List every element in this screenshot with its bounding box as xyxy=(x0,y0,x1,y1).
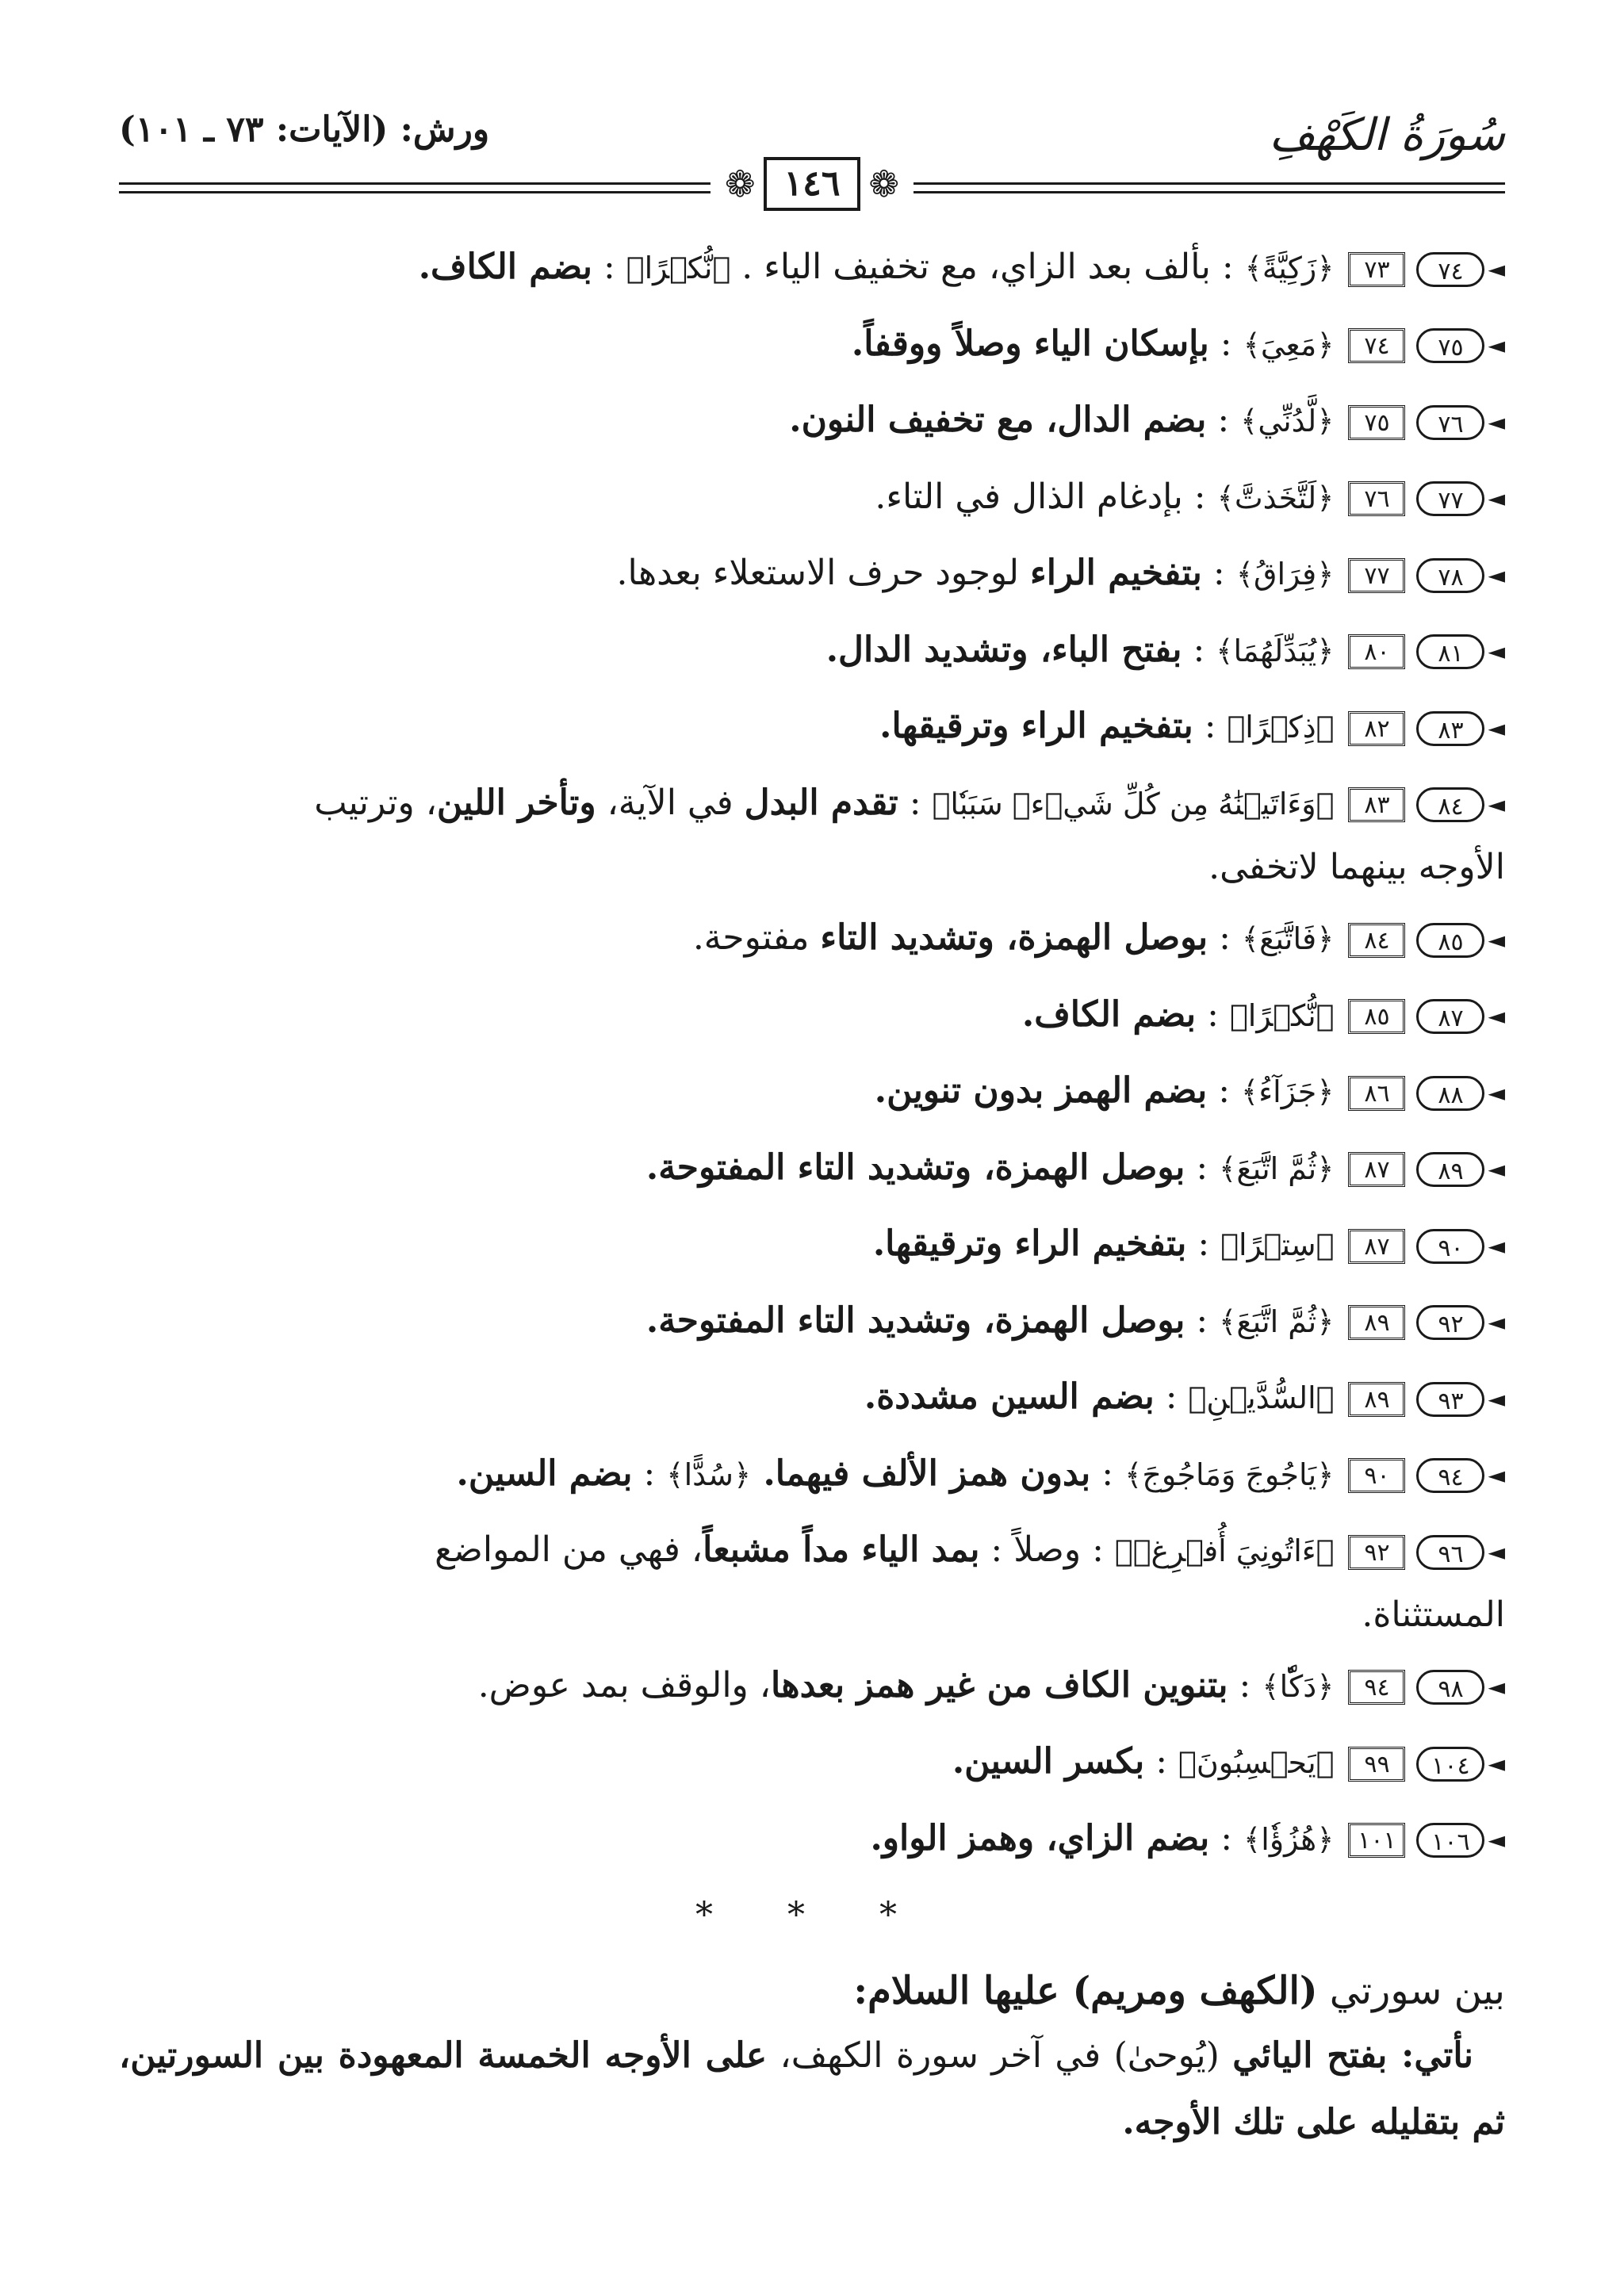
quran-word: ﴿ثُمَّ اتَّبَعَ﴾ xyxy=(1219,1150,1335,1186)
ayah-marker xyxy=(1416,1132,1505,1207)
text: : xyxy=(1201,553,1236,593)
ornament-icon: ❁ xyxy=(868,163,899,205)
pointer-icon: ◄ xyxy=(1488,791,1505,817)
text: : xyxy=(632,1453,667,1494)
bold-text: بضم الكاف. xyxy=(418,247,592,287)
text: : xyxy=(1208,323,1243,364)
quran-word: ﴿يَحۡسِبُونَ﴾ xyxy=(1178,1745,1335,1780)
hafs-ayah-number: ٨٤ xyxy=(1348,923,1405,958)
entry-row xyxy=(119,536,1505,613)
ayah-marker xyxy=(1416,1285,1505,1360)
bold-text: بضم الهمز بدون تنوين. xyxy=(874,1070,1208,1111)
warsh-ayah-number: ٧٨ xyxy=(1416,558,1484,593)
quran-word: ﴿يُبَدِّلَهُمَا﴾ xyxy=(1216,633,1335,668)
warsh-ayah-number: ٧٥ xyxy=(1416,328,1484,363)
text: مفتوحة. xyxy=(692,917,821,958)
entry-row xyxy=(119,1131,1505,1208)
quran-word: ﴿جَزَآءُ﴾ xyxy=(1241,1074,1335,1109)
quran-word: ﴿ثُمَّ اتَّبَعَ﴾ xyxy=(1219,1303,1335,1339)
quran-word: ﴿زَكِيَّةً﴾ xyxy=(1244,251,1335,285)
warsh-ayah-number: ٨١ xyxy=(1416,634,1484,669)
hafs-ayah-number: ٨٧ xyxy=(1348,1229,1405,1264)
entry-row xyxy=(119,1054,1505,1131)
text: : xyxy=(1228,1664,1262,1705)
entry-row xyxy=(119,230,1505,307)
hafs-ayah-number: ٩٢ xyxy=(1348,1535,1405,1570)
quran-word: ﴿السُّدَّيۡنِ﴾ xyxy=(1188,1380,1335,1415)
ayah-marker xyxy=(1416,1209,1505,1284)
hafs-ayah-number: ٨٢ xyxy=(1348,711,1405,746)
warsh-ayah-number: ٩٦ xyxy=(1416,1535,1484,1570)
entry-row xyxy=(119,383,1505,460)
quran-word: ﴿نُّكۡرًا﴾ xyxy=(1229,997,1335,1033)
warsh-ayah-number: ٨٤ xyxy=(1416,787,1484,822)
bold-text: نأتي: بفتح اليائي xyxy=(1232,2035,1473,2076)
text: : xyxy=(1144,1741,1179,1782)
ayah-marker xyxy=(1416,903,1505,978)
ayah-marker xyxy=(1416,691,1505,766)
bold-text: على الأوجه الخمسة المعهودة بين السورتين، ثم بتقليله على تلك الأوجه. xyxy=(119,2035,1505,2142)
warsh-ayah-number: ٧٧ xyxy=(1416,481,1484,516)
separator-stars: * * * xyxy=(695,1895,929,1935)
hafs-ayah-number: ٨٠ xyxy=(1348,634,1405,669)
hafs-ayah-number: ٨٩ xyxy=(1348,1305,1405,1340)
pointer-icon: ◄ xyxy=(1488,1156,1505,1182)
bold-text: بضم الزاي، وهمز الواو. xyxy=(870,1817,1210,1859)
text: : xyxy=(592,247,626,287)
text: ، وترتيب xyxy=(314,782,437,823)
quran-word: ﴿فِرَاقُ﴾ xyxy=(1235,557,1335,591)
ayah-marker xyxy=(1416,1650,1505,1725)
bold-text: بتفخيم الراء وترقيقها. xyxy=(879,706,1193,746)
entry-row xyxy=(119,307,1505,384)
text: : بألف بعد الزاي، مع تخفيف الياء . xyxy=(730,247,1245,287)
quran-word: ﴿لَتَّخَذتَّ﴾ xyxy=(1216,480,1335,515)
entry-row xyxy=(119,1801,1505,1878)
text: في الآية، xyxy=(596,782,745,823)
warsh-ayah-number: ٩٣ xyxy=(1416,1382,1484,1417)
text: سورتي xyxy=(1317,1969,1442,2013)
entry-row xyxy=(119,766,1505,902)
warsh-ayah-number: ١٠٦ xyxy=(1416,1823,1484,1858)
bold-text: بفتح الباء، وتشديد الدال. xyxy=(825,629,1182,670)
pointer-icon: ◄ xyxy=(1488,1079,1505,1106)
text: ، والوقف بمد عوض. xyxy=(477,1664,771,1705)
pointer-icon: ◄ xyxy=(1488,561,1505,588)
text: : xyxy=(1208,917,1242,958)
hafs-ayah-number: ٧٣ xyxy=(1348,252,1405,287)
bold-text: بضم الكاف. xyxy=(1021,993,1197,1035)
text: بين xyxy=(1442,1969,1505,2013)
text: : xyxy=(1185,1300,1220,1341)
warsh-ayah-number: ٨٩ xyxy=(1416,1152,1484,1187)
bold-text: بتنوين الكاف من غير همز بعدها xyxy=(770,1664,1228,1705)
hafs-ayah-number: ٨٦ xyxy=(1348,1076,1405,1111)
bold-text: بضم السين مشددة. xyxy=(864,1376,1155,1417)
bold-text: بإسكان الياء وصلاً ووقفاً. xyxy=(851,323,1209,364)
ayah-marker xyxy=(1416,1515,1505,1590)
quran-word: ﴿مَعِيَ﴾ xyxy=(1243,327,1335,362)
ayah-marker xyxy=(1416,538,1505,613)
entry-row xyxy=(119,1207,1505,1284)
hafs-ayah-number: ٧٧ xyxy=(1348,558,1405,593)
quran-word: ﴿يَاجُوجَ وَمَاجُوجَ﴾ xyxy=(1124,1457,1335,1492)
entries-list xyxy=(119,230,1505,1878)
entry-row xyxy=(119,1360,1505,1437)
ayah-marker xyxy=(1416,614,1505,689)
pointer-icon: ◄ xyxy=(1488,1003,1505,1029)
quran-word: ﴿نُّكۡرًا﴾ xyxy=(626,251,731,285)
text: : xyxy=(1196,993,1230,1035)
ayah-range: ورش: (الآيات: ٧٣ ـ ١٠١) xyxy=(119,109,490,150)
hafs-ayah-number: ٨٣ xyxy=(1348,787,1405,822)
entry-row xyxy=(119,613,1505,690)
hafs-ayah-number: ٨٥ xyxy=(1348,999,1405,1034)
text: : xyxy=(1182,629,1216,670)
ornament-icon: ❁ xyxy=(725,163,756,205)
entry-continuation: الأوجه بينهما لاتخفى. xyxy=(1208,847,1505,887)
pointer-icon: ◄ xyxy=(1488,1538,1505,1565)
warsh-ayah-number: ٨٣ xyxy=(1416,711,1484,746)
text: : xyxy=(898,782,933,823)
entry-row xyxy=(119,978,1505,1055)
text: : xyxy=(1090,1453,1125,1494)
pointer-icon: ◄ xyxy=(1488,485,1505,511)
pointer-icon: ◄ xyxy=(1488,638,1505,664)
hafs-ayah-number: ٨٩ xyxy=(1348,1382,1405,1417)
bold-text: بتفخيم الراء وترقيقها. xyxy=(872,1223,1187,1264)
text: لوجود حرف الاستعلاء بعدها. xyxy=(616,553,1031,593)
pointer-icon: ◄ xyxy=(1488,332,1505,358)
entry-row xyxy=(119,1513,1505,1648)
pointer-icon: ◄ xyxy=(1488,1750,1505,1777)
ayah-marker xyxy=(1416,1438,1505,1513)
ayah-marker xyxy=(1416,768,1505,842)
warsh-ayah-number: ٩٤ xyxy=(1416,1458,1484,1493)
entry-row xyxy=(119,1437,1505,1514)
entry-row xyxy=(119,460,1505,537)
ayah-marker xyxy=(1416,1803,1505,1878)
ayah-marker xyxy=(1416,385,1505,460)
warsh-ayah-number: ٨٧ xyxy=(1416,999,1484,1034)
bold-text: تقدم البدل xyxy=(744,782,898,823)
ayah-marker xyxy=(1416,232,1505,307)
bold-text: بكسر السين. xyxy=(952,1741,1145,1782)
bold-text: بوصل الهمزة، وتشديد التاء xyxy=(820,917,1208,958)
ayah-marker xyxy=(1416,461,1505,536)
hafs-ayah-number: ٧٤ xyxy=(1348,328,1405,363)
quran-word: ﴿سُدًّا﴾ xyxy=(666,1457,752,1492)
quran-word: ﴿دَكّٗا﴾ xyxy=(1262,1668,1335,1704)
entry-continuation: المستثناة. xyxy=(1362,1594,1505,1635)
page-number: ١٤٦ xyxy=(764,157,861,211)
page-number-frame xyxy=(710,157,914,211)
quran-word: ﴿فَاتَّبَعَ﴾ xyxy=(1241,921,1335,956)
pointer-icon: ◄ xyxy=(1488,1674,1505,1700)
bold-text: بدون همز الألف فيهما. xyxy=(751,1453,1091,1494)
bold-text: بمد الياء مداً مشبعاً xyxy=(703,1529,980,1570)
section-paragraph xyxy=(119,2023,1505,2156)
bold-text: بوصل الهمزة، وتشديد التاء المفتوحة. xyxy=(645,1300,1185,1341)
pointer-icon: ◄ xyxy=(1488,714,1505,741)
pointer-icon: ◄ xyxy=(1488,255,1505,282)
warsh-ayah-number: ٩٠ xyxy=(1416,1229,1484,1264)
text: : xyxy=(1206,400,1241,440)
warsh-ayah-number: ٨٨ xyxy=(1416,1076,1484,1111)
warsh-ayah-number: ٩٨ xyxy=(1416,1670,1484,1705)
pointer-icon: ◄ xyxy=(1488,1309,1505,1335)
entry-row xyxy=(119,1648,1505,1725)
warsh-ayah-number: ١٠٤ xyxy=(1416,1747,1484,1782)
bold-text: بضم السين. xyxy=(456,1453,633,1494)
text: ، فهي من المواضع xyxy=(435,1529,703,1570)
quran-word: ﴿لَّدُنِّي﴾ xyxy=(1240,404,1335,438)
entry-row xyxy=(119,1284,1505,1361)
quran-word: ﴿ذِكۡرًا﴾ xyxy=(1227,710,1335,745)
text: (يُوحىٰ) في آخر سورة الكهف، xyxy=(767,2035,1233,2076)
text: : xyxy=(1154,1376,1189,1417)
text: : xyxy=(1186,1223,1221,1264)
ayah-marker xyxy=(1416,1056,1505,1131)
pointer-icon: ◄ xyxy=(1488,1232,1505,1259)
quran-word: ﴿وَءَاتَيۡنَٰهُ مِن كُلِّ شَيۡءٖ سَبَبٗا﴾ xyxy=(932,786,1335,821)
ayah-marker xyxy=(1416,1727,1505,1801)
bold-text: وتأخر اللين xyxy=(436,782,596,823)
text: : بإدغام الذال في التاء. xyxy=(875,476,1217,517)
hafs-ayah-number: ٩٠ xyxy=(1348,1458,1405,1493)
text: : xyxy=(1209,1817,1243,1859)
bold-text: (الكهف ومريم) عليها السلام: xyxy=(853,1969,1318,2013)
ayah-marker xyxy=(1416,308,1505,383)
text: : xyxy=(1185,1146,1220,1188)
hafs-ayah-number: ٧٦ xyxy=(1348,481,1405,516)
warsh-ayah-number: ٨٥ xyxy=(1416,923,1484,958)
entry-row xyxy=(119,689,1505,766)
entry-row xyxy=(119,901,1505,978)
pointer-icon: ◄ xyxy=(1488,926,1505,953)
surah-title: سُورَةُ الكَهْفِ xyxy=(1269,109,1505,161)
warsh-ayah-number: ٧٦ xyxy=(1416,405,1484,440)
pointer-icon: ◄ xyxy=(1488,1385,1505,1412)
quran-word: ﴿ءَاتُونِيَ أُفۡرِغۡ﴾ xyxy=(1114,1533,1335,1568)
pointer-icon: ◄ xyxy=(1488,408,1505,435)
entry-row xyxy=(119,1725,1505,1801)
section-title xyxy=(119,1959,1505,2023)
bold-text: بضم الدال، مع تخفيف النون. xyxy=(789,400,1207,440)
text: : xyxy=(1207,1070,1242,1111)
bold-text: بتفخيم الراء xyxy=(1030,553,1202,593)
quran-word: ﴿سِتۡرًا﴾ xyxy=(1220,1227,1335,1262)
ayah-marker xyxy=(1416,979,1505,1054)
warsh-ayah-number: ٧٤ xyxy=(1416,252,1484,287)
pointer-icon: ◄ xyxy=(1488,1462,1505,1488)
text: : xyxy=(1193,706,1228,746)
ayah-marker xyxy=(1416,1362,1505,1437)
hafs-ayah-number: ٩٤ xyxy=(1348,1670,1405,1705)
hafs-ayah-number: ١٠١ xyxy=(1348,1823,1405,1858)
hafs-ayah-number: ٨٧ xyxy=(1348,1152,1405,1187)
hafs-ayah-number: ٧٥ xyxy=(1348,405,1405,440)
page-header xyxy=(119,95,1505,205)
quran-word: ﴿هُزُؤٗا﴾ xyxy=(1243,1821,1335,1857)
text: : وصلاً : xyxy=(979,1529,1115,1570)
hafs-ayah-number: ٩٩ xyxy=(1348,1747,1405,1782)
pointer-icon: ◄ xyxy=(1488,1827,1505,1853)
warsh-ayah-number: ٩٢ xyxy=(1416,1305,1484,1340)
bold-text: بوصل الهمزة، وتشديد التاء المفتوحة. xyxy=(645,1146,1185,1188)
